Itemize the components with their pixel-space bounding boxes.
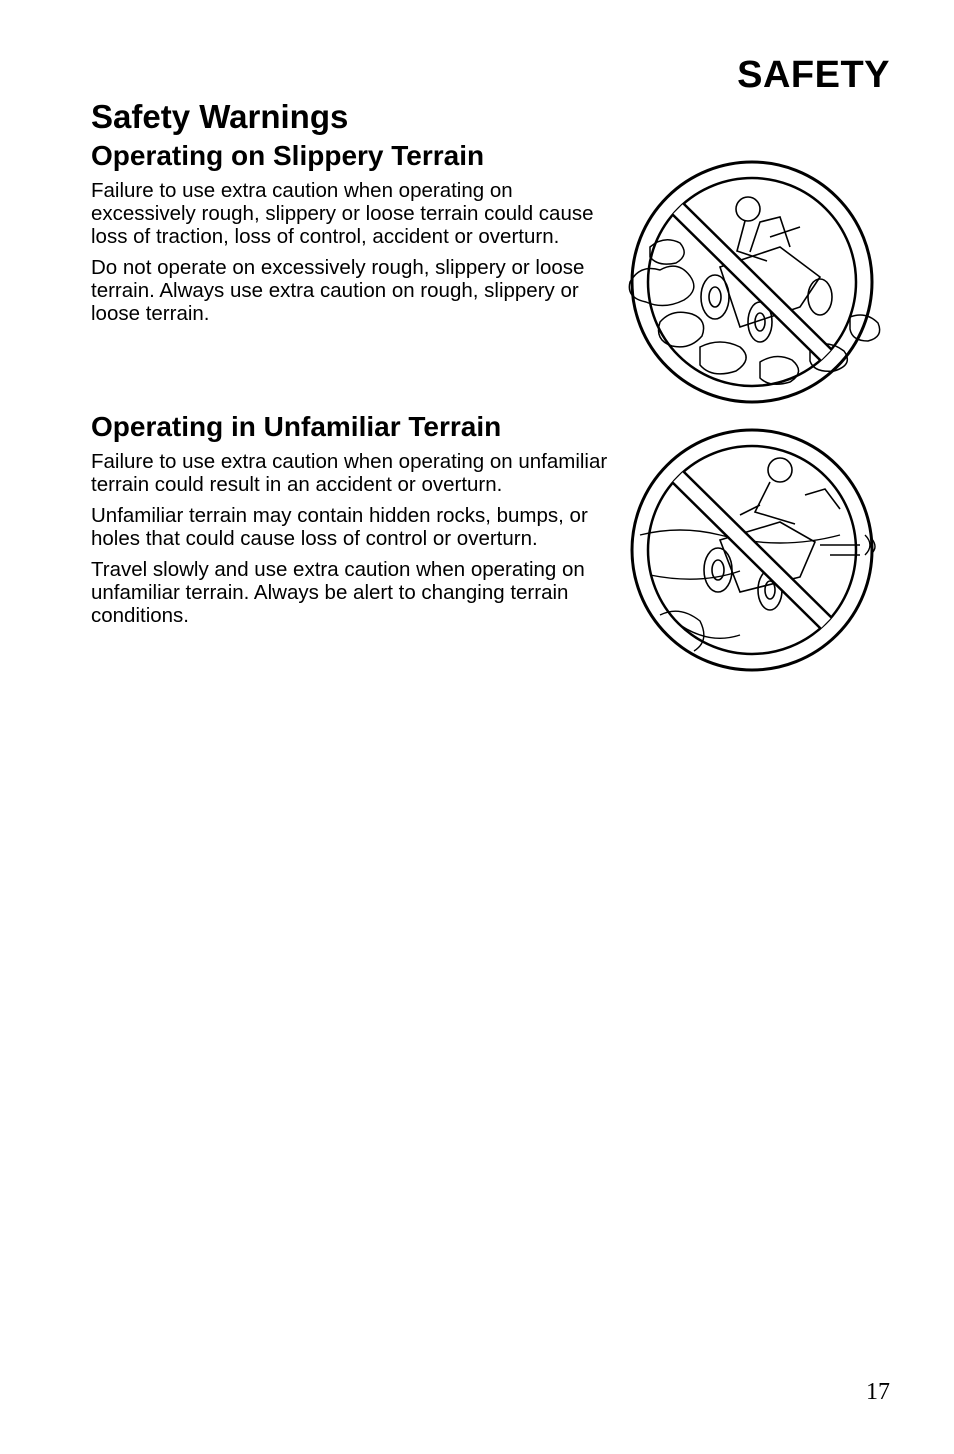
section-paragraph: Do not operate on excessively rough, slippery or loose terrain. Always use extra caution on rough, slippery or loose terrain.: [91, 256, 585, 325]
page-number: 17: [866, 1379, 890, 1405]
page-title: Safety Warnings: [91, 98, 349, 135]
section-paragraph: Failure to use extra caution when operating on unfamiliar terrain could result in an accident or overturn.: [91, 450, 608, 496]
section-unfamiliar-terrain: [91, 410, 616, 635]
section-heading: Operating in Unfamiliar Terrain: [91, 411, 502, 442]
section-slippery-terrain: [91, 139, 616, 333]
section-heading: Operating on Slippery Terrain: [91, 140, 485, 171]
prohibited-atv-on-rocks-icon: [620, 157, 884, 407]
chapter-title: SAFETY: [737, 54, 890, 96]
section-paragraph: Unfamiliar terrain may contain hidden rocks, bumps, or holes that could cause loss of control or overturn.: [91, 504, 588, 550]
section-paragraph: Failure to use extra caution when operating on excessively rough, slippery or loose terrain could cause loss of traction, loss of control, accident or overturn.: [91, 179, 594, 248]
prohibited-atv-unfamiliar-terrain-icon: [620, 425, 895, 675]
section-paragraph: Travel slowly and use extra caution when operating on unfamiliar terrain. Always be alert to changing terrain conditions.: [91, 558, 585, 627]
